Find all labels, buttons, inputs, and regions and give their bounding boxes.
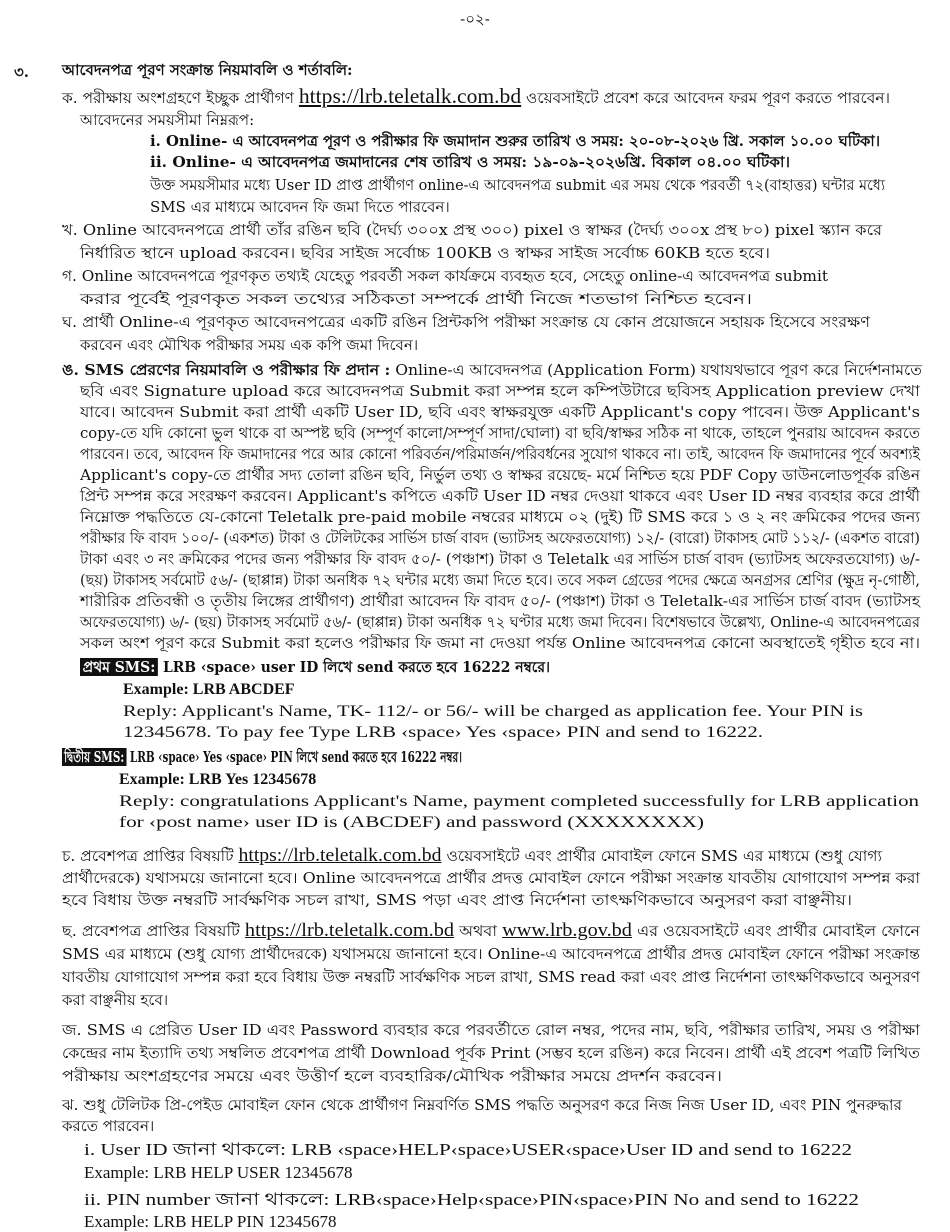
paragraph-ka-line-1 [62, 84, 890, 108]
umo-line-14: সকল অংশ পূরণ করে Submit করা হলেও পরীক্ষার ফি জমা না দেওয়া পর্যন্ত Online আবেদনপত্র কোনো অবস্থাতেই গৃহীত হবে না। [80, 634, 920, 652]
umo-line-9: পরীক্ষার ফি বাবদ ১০০/- (একশত) টাকা ও টেলিটকের সার্ভিস চার্জ বাবদ (ভ্যাটসহ অফেরতযোগ্য) ১২/- (বারো) টাকাসহ মোট ১১২/- (একশত বারো) [80, 529, 920, 547]
umo-line-12: শারীরিক প্রতিবন্ধী ও তৃতীয় লিঙ্গের প্রার্থীগণ) প্রার্থীরা আবেদন ফি বাবদ ৫০/- (পঞ্চাশ) টাকা ও Teletalk-এর সার্ভিস চার্জ বাবদ (ভ্যাটসহ [80, 592, 921, 610]
ja-line-3: পরীক্ষায় অংশগ্রহণের সময়ে এবং উত্তীর্ণ হলে ব্যবহারিক/মৌখিক পরীক্ষার সময়ে প্রদর্শন করবেন। [62, 1067, 722, 1085]
jha-item-1-example: Example: LRB HELP USER 12345678 [84, 1163, 353, 1182]
paragraph-umo-line-1 [62, 360, 923, 380]
cha-teletalk-link[interactable]: https://lrb.teletalk.com.bd [238, 845, 442, 866]
sms1-instruction [80, 657, 587, 677]
cha-line-3: হবে বিধায় উক্ত নম্বরটি সার্বক্ষণিক সচল রাখা, SMS পড়া এবং প্রাপ্ত নির্দেশনা তাৎক্ষণিকভাবে অনুসরণ করা বাঞ্ছনীয়। [62, 891, 852, 909]
teletalk-link[interactable]: https://lrb.teletalk.com.bd [298, 84, 522, 108]
sms1-text: LRB ‹space› user ID লিখে send করতে হবে 16222 নম্বরে। [158, 658, 550, 676]
kha-line-2: নির্ধারিত স্থানে upload করবেন। ছবির সাইজ সর্বোচ্চ 100KB ও স্বাক্ষর সাইজ সর্বোচ্চ 60KB হতে হবে। [80, 244, 770, 262]
sms2-text: LRB ‹space› Yes ‹space› PIN লিখে send করতে হবে 16222 নম্বর। [126, 748, 462, 766]
jha-item-2: ii. PIN number জানা থাকলে: LRB‹space›Help‹space›PIN‹space›PIN No and send to 16222 [84, 1190, 859, 1209]
paragraph-chha-line-1: ছ. প্রবেশপত্র প্রাপ্তির বিষয়টি https://lrb.teletalk.com.bd অথবা www.lrb.gov.bd এর ওয়েবসাইটে এবং প্রার্থীর মোবাইল ফোনে [62, 920, 920, 941]
paragraph-kha-line-1: খ. Online আবেদনপত্রে প্রার্থী তাঁর রঙিন ছবি (দৈর্ঘ্য ৩০০x প্রস্থ ৩০০) pixel ও স্বাক্ষর (দৈর্ঘ্য ৩০০x প্রস্থ ৮০) pixel স্ক্যান করে [62, 221, 882, 239]
ka-text-b: ওয়েবসাইটে প্রবেশ করে আবেদন ফরম পূরণ করতে পারবেন। [521, 89, 890, 107]
ka-deadline-start: i. Online- এ আবেদনপত্র পূরণ ও পরীক্ষার ফি জমাদান শুরুর তারিখ ও সময়: ২০-০৮-২০২৬ খ্রি. সকাল ১০.০০ ঘটিকা। [150, 132, 880, 150]
umo-line-3: যাবে। আবেদন Submit করা প্রার্থী একটি User ID, ছবি এবং স্বাক্ষরযুক্ত একটি Applicant's copy পাবেন। উক্ত Applicant's [80, 403, 920, 421]
umo-line-4: copy-তে যদি কোনো ভুল থাকে বা অস্পষ্ট ছবি (সম্পূর্ণ কালো/সম্পূর্ণ সাদা/ঘোলা) বা ছবি/স্বাক্ষর সঠিক না থাকে, তাহলে পুনরায় আবেদন করতে [80, 424, 920, 442]
ja-line-2: কেন্দ্রের নাম ইত্যাদি তথ্য সম্বলিত প্রবেশপত্র প্রার্থী Download পূর্বক Print (সম্ভব হলে রঙিন) করে নিবেন। প্রার্থী এই প্রবেশ পত্রটি লিখিত [62, 1044, 920, 1062]
umo-line-7: প্রিন্ট সম্পন্ন করে সংরক্ষণ করবেন। Applicant's কপিতে একটি User ID নম্বর দেওয়া থাকবে এবং User ID নম্বর ব্যবহার করে প্রার্থী [80, 487, 920, 505]
umo-line-13: অফেরতযোগ্য) ৬/- (ছয়) টাকাসহ সর্বমোট ৫৬/- (ছাপ্পান্ন) টাকা অনধিক ৭২ ঘণ্টার মধ্যে জমা দিবেন। বিশেষভাবে উল্লেখ্য, Online-এ আবেদনপত্রের [80, 613, 920, 631]
paragraph-ja-line-1: জ. SMS এ প্রেরিত User ID এবং Password ব্যবহার করে পরবর্তীতে রোল নম্বর, পদের নাম, ছবি, পরীক্ষার তারিখ, সময় ও পরীক্ষা [62, 1021, 921, 1039]
sms1-badge: প্রথম SMS: [80, 658, 158, 676]
paragraph-ga-line-1: গ. Online আবেদনপত্রে পূরণকৃত তথ্যই যেহেতু পরবর্তী সকল কার্যক্রমে ব্যবহৃত হবে, সেহেতু online-এ আবেদনপত্র submit [62, 267, 828, 285]
umo-line-8: নিম্নোক্ত পদ্ধতিতে যে-কোনো Teletalk pre-paid mobile নম্বরের মাধ্যমে ০২ (দুই) টি SMS করে ১ ও ২ নং ক্রমিকের পদের জন্য [80, 508, 921, 526]
sms2-example: Example: LRB Yes 12345678 [119, 771, 317, 788]
umo-line-2: ছবি এবং Signature upload করে আবেদনপত্র Submit করা সম্পন্ন হলে কম্পিউটারে ছবিসহ Application preview দেখা [80, 382, 920, 400]
lrb-gov-link[interactable]: www.lrb.gov.bd [502, 920, 632, 941]
jha-item-1: i. User ID জানা থাকলে: LRB ‹space›HELP‹space›USER‹space›User ID and send to 16222 [84, 1140, 852, 1159]
section-title: আবেদনপত্র পূরণ সংক্রান্ত নিয়মাবলি ও শর্তাবলি: [62, 61, 353, 79]
ga-line-2: করার পূর্বেই পূরণকৃত সকল তথ্যের সঠিকতা সম্পর্কে প্রার্থী নিজে শতভাগ নিশ্চিত হবেন। [80, 290, 752, 308]
ka-line-2: আবেদনের সময়সীমা নিম্নরূপ: [80, 111, 255, 129]
umo-line-5: পারবেন। তবে, আবেদন ফি জমাদানের পরে আর কোনো পরিবর্তন/পরিমার্জন/পরিবর্ধনের সুযোগ থাকবে না। তাই, আবেদন ফি জমাদানের পূর্বে অবশ্যই [80, 445, 920, 463]
ka-text-a: ক. পরীক্ষায় অংশগ্রহণে ইচ্ছুক প্রার্থীগণ [62, 89, 299, 107]
paragraph-jha-line-1: ঝ. শুধু টেলিটক প্রি-পেইড মোবাইল ফোন থেকে প্রার্থীগণ নিম্নবর্ণিত SMS পদ্ধতি অনুসরণ করে নিজ নিজ User ID, এবং PIN পুনরুদ্ধার [62, 1096, 902, 1114]
umo-text: Online-এ আবেদনপত্র (Application Form) যথাযথভাবে পূরণ করে নির্দেশনামতে [390, 361, 923, 379]
umo-line-10: টাকা এবং ৩ নং ক্রমিকের পদের জন্য পরীক্ষার ফি বাবদ ৫০/- (পঞ্চাশ) টাকা ও Teletalk এর সার্ভিস চার্জ বাবদ (ভ্যাটসহ অফেরতযোগ্য) ৬/- [80, 550, 921, 568]
gha-line-2: করবেন এবং মৌখিক পরীক্ষার সময় এক কপি জমা দিবেন। [80, 336, 419, 354]
sms1-example: Example: LRB ABCDEF [123, 681, 295, 698]
ka-line-6: SMS এর মাধ্যমে আবেদন ফি জমা দিতে পারবেন। [150, 198, 450, 216]
chha-teletalk-link[interactable]: https://lrb.teletalk.com.bd [244, 920, 455, 941]
chha-line-3: যাবতীয় যোগাযোগ সম্পন্ন করা হবে বিধায় উক্ত নম্বরটি সার্বক্ষণিক সচল রাখা, SMS read করা এবং প্রাপ্ত নির্দেশনা তাৎক্ষণিকভাবে অনুসরণ [62, 968, 920, 986]
jha-line-2: করতে পারবেন। [62, 1117, 155, 1135]
paragraph-gha-line-1: ঘ. প্রার্থী Online-এ পূরণকৃত আবেদনপত্রের একটি রঙিন প্রিন্টকপি পরীক্ষা সংক্রান্ত যে কোন প্রয়োজনে সহায়ক হিসেবে সংরক্ষণ [62, 313, 870, 331]
sms2-badge: দ্বিতীয় SMS: [62, 748, 126, 766]
umo-line-6: Applicant's copy-তে প্রার্থীর সদ্য তোলা রঙিন ছবি, নির্ভুল তথ্য ও স্বাক্ষর রয়েছে- মর্মে নিশ্চিত হয়ে PDF Copy ডাউনলোডপূর্বক রঙিন [80, 466, 920, 484]
paragraph-cha-line-1: চ. প্রবেশপত্র প্রাপ্তির বিষয়টি https://lrb.teletalk.com.bd ওয়েবসাইটে এবং প্রার্থীর মোবাইল ফোনে SMS এর মাধ্যমে (শুধু যোগ্য [62, 845, 882, 866]
chha-line-2: SMS এর মাধ্যমে (শুধু যোগ্য প্রার্থীদেরকে) যথাসময়ে জানানো হবে। Online-এ আবেদনপত্রে প্রার্থীর প্রদত্ত মোবাইল ফোনে পরীক্ষা সংক্রান্ত [62, 945, 920, 963]
page-number: -০২- [460, 10, 490, 28]
umo-lead: ঙ. SMS প্রেরণের নিয়মাবলি ও পরীক্ষার ফি প্রদান : [62, 361, 391, 379]
sms2-reply-2: for ‹post name› user ID is (ABCDEF) and password (XXXXXXXX) [119, 814, 704, 831]
sms1-reply-1: Reply: Applicant's Name, TK- 112/- or 56/- will be charged as application fee. Your PIN is [123, 703, 863, 720]
sms2-reply-1: Reply: congratulations Applicant's Name, payment completed successfully for LRB application [119, 793, 919, 810]
chha-line-4: করা বাঞ্ছনীয় হবে। [62, 991, 169, 1009]
section-number: ৩. [14, 63, 29, 81]
ka-deadline-end: ii. Online- এ আবেদনপত্র জমাদানের শেষ তারিখ ও সময়: ১৯-০৯-২০২৬খ্রি. বিকাল ০৪.০০ ঘটিকা। [150, 153, 790, 171]
sms1-reply-2: 12345678. To pay fee Type LRB ‹space› Yes ‹space› PIN and send to 16222. [123, 724, 763, 741]
jha-item-2-example: Example: LRB HELP PIN 12345678 [84, 1212, 337, 1231]
umo-line-11: (ছয়) টাকাসহ সর্বমোট ৫৬/- (ছাপ্পান্ন) টাকা অনধিক ৭২ ঘন্টার মধ্যে জমা দিতে হবে। তবে সকল গ্রেডের পদের ক্ষেত্রে অনগ্রসর শ্রেণির (ক্ষুদ্র নৃ-গোষ্ঠী, [80, 571, 920, 589]
cha-line-2: প্রার্থীদেরকে) যথাসময়ে জানানো হবে। Online আবেদনপত্রে প্রার্থীর প্রদত্ত মোবাইল ফোনে পরীক্ষা সংক্রান্ত যাবতীয় যোগাযোগ সম্পন্ন করা [62, 869, 920, 887]
ka-line-5: উক্ত সময়সীমার মধ্যে User ID প্রাপ্ত প্রার্থীগণ online-এ আবেদনপত্র submit এর সময় থেকে পরবর্তী ৭২(বাহাত্তর) ঘন্টার মধ্যে [150, 176, 885, 194]
sms2-instruction [62, 747, 638, 767]
